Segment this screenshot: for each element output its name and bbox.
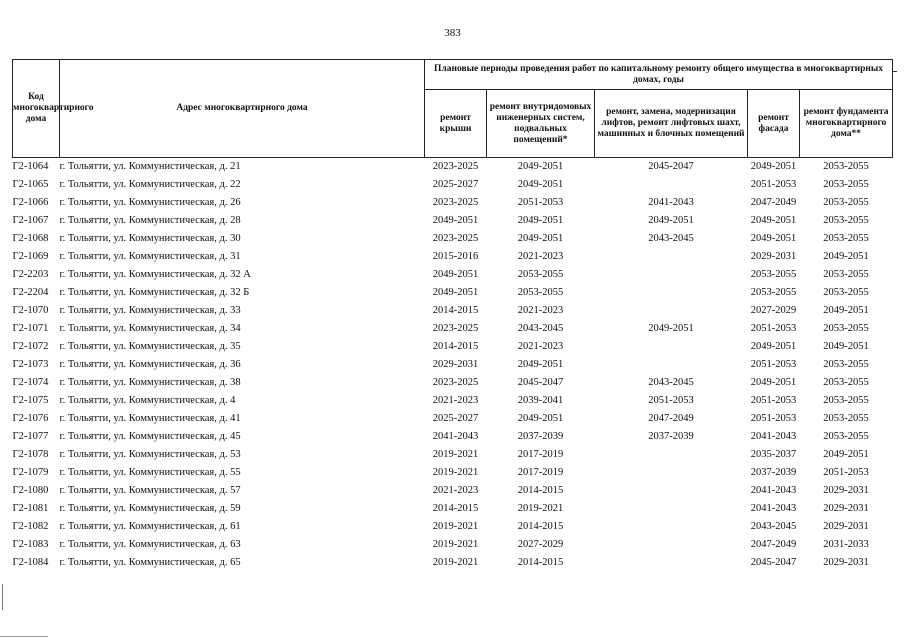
cell-address: г. Тольятти, ул. Коммунистическая, д. 61	[59, 521, 241, 532]
cell-roof: 2023-2025	[432, 323, 479, 334]
table-row	[13, 302, 893, 320]
cell-address: г. Тольятти, ул. Коммунистическая, д. 31	[59, 251, 241, 262]
cell-facade: 2029-2031	[750, 251, 797, 262]
table-row	[13, 176, 893, 194]
cell-elevators	[595, 284, 748, 302]
cell-elevators	[595, 266, 748, 284]
cell-code: Г2-1066	[12, 197, 49, 208]
cell-code: Г2-1067	[12, 215, 49, 226]
cell-roof: 2019-2021	[432, 467, 479, 478]
table-row	[13, 428, 893, 446]
cell-elevators: 2043-2045	[648, 377, 694, 388]
table-row	[13, 320, 893, 338]
table-row	[13, 464, 893, 482]
table-row	[13, 356, 893, 374]
table-row	[13, 446, 893, 464]
cell-utilities: 2014-2015	[517, 557, 564, 568]
cell-utilities: 2051-2053	[517, 197, 564, 208]
cell-foundation: 2053-2055	[823, 269, 869, 280]
cell-code: Г2-1078	[12, 449, 49, 460]
cell-foundation: 2053-2055	[823, 197, 869, 208]
cell-facade: 2051-2053	[750, 359, 797, 370]
cell-address: г. Тольятти, ул. Коммунистическая, д. 45	[59, 431, 241, 442]
cell-elevators	[595, 248, 748, 266]
cell-elevators	[595, 302, 748, 320]
cell-foundation: 2029-2031	[823, 503, 869, 514]
cell-code: Г2-2204	[12, 287, 49, 298]
cell-utilities: 2043-2045	[517, 323, 564, 334]
cell-elevators: 2051-2053	[648, 395, 694, 406]
cell-utilities: 2021-2023	[517, 251, 564, 262]
cell-roof: 2021-2023	[432, 395, 479, 406]
cell-foundation: 2053-2055	[823, 413, 869, 424]
cell-elevators: 2043-2045	[648, 233, 694, 244]
cell-roof: 2014-2015	[432, 503, 479, 514]
cell-elevators	[595, 500, 748, 518]
cell-facade: 2051-2053	[750, 323, 797, 334]
cell-facade: 2043-2045	[750, 521, 797, 532]
cell-code: Г2-2203	[12, 269, 49, 280]
cell-address: г. Тольятти, ул. Коммунистическая, д. 21	[59, 161, 241, 172]
cell-code: Г2-1065	[12, 179, 49, 190]
cell-facade: 2049-2051	[750, 161, 797, 172]
table-row	[13, 392, 893, 410]
cell-utilities: 2027-2029	[517, 539, 564, 550]
table-row	[13, 338, 893, 356]
cell-code: Г2-1081	[12, 503, 49, 514]
cell-elevators	[595, 446, 748, 464]
cell-code: Г2-1074	[12, 377, 49, 388]
cell-address: г. Тольятти, ул. Коммунистическая, д. 22	[59, 179, 241, 190]
cell-roof: 2049-2051	[432, 269, 479, 280]
table-row	[13, 536, 893, 554]
cell-foundation: 2053-2055	[823, 179, 869, 190]
cell-code: Г2-1068	[12, 233, 49, 244]
cell-foundation: 2053-2055	[823, 233, 869, 244]
cell-foundation: 2049-2051	[823, 305, 869, 316]
cell-address: г. Тольятти, ул. Коммунистическая, д. 32 Б	[59, 287, 250, 298]
cell-roof: 2023-2025	[432, 233, 479, 244]
cell-facade: 2053-2055	[750, 287, 797, 298]
cell-foundation: 2051-2053	[823, 467, 869, 478]
table-row	[13, 518, 893, 536]
cell-utilities: 2037-2039	[517, 431, 564, 442]
cell-utilities: 2049-2051	[517, 233, 564, 244]
cell-foundation: 2053-2055	[823, 359, 869, 370]
cell-address: г. Тольятти, ул. Коммунистическая, д. 63	[59, 539, 241, 550]
capital-repair-table	[12, 59, 893, 572]
table-row	[13, 212, 893, 230]
cell-utilities: 2049-2051	[517, 359, 564, 370]
cell-utilities: 2021-2023	[517, 305, 564, 316]
cell-address: г. Тольятти, ул. Коммунистическая, д. 28	[59, 215, 241, 226]
cell-elevators: 2045-2047	[648, 161, 694, 172]
cell-facade: 2047-2049	[750, 197, 797, 208]
cell-facade: 2041-2043	[750, 503, 797, 514]
cell-address: г. Тольятти, ул. Коммунистическая, д. 55	[59, 467, 241, 478]
header-utilities: ремонт внутридомовых инженерных систем, подвальных помещений*	[487, 90, 595, 158]
cell-foundation: 2053-2055	[823, 323, 869, 334]
cell-foundation: 2053-2055	[823, 377, 869, 388]
cell-utilities: 2014-2015	[517, 485, 564, 496]
cell-elevators	[595, 482, 748, 500]
cell-elevators: 2049-2051	[648, 215, 694, 226]
cell-code: Г2-1071	[12, 323, 49, 334]
cell-facade: 2051-2053	[750, 413, 797, 424]
cell-roof: 2019-2021	[432, 449, 479, 460]
cell-foundation: 2053-2055	[823, 161, 869, 172]
cell-elevators	[595, 464, 748, 482]
cell-roof: 2025-2027	[432, 413, 479, 424]
cell-facade: 2035-2037	[750, 449, 797, 460]
cell-foundation: 2053-2055	[823, 395, 869, 406]
cell-roof: 2023-2025	[432, 161, 479, 172]
cell-utilities: 2049-2051	[517, 215, 564, 226]
cell-address: г. Тольятти, ул. Коммунистическая, д. 35	[59, 341, 241, 352]
cell-utilities: 2039-2041	[517, 395, 564, 406]
cell-elevators	[595, 338, 748, 356]
cell-facade: 2037-2039	[750, 467, 797, 478]
cell-roof: 2014-2015	[432, 305, 479, 316]
cell-code: Г2-1076	[12, 413, 49, 424]
cell-address: г. Тольятти, ул. Коммунистическая, д. 32 А	[59, 269, 251, 280]
cell-facade: 2041-2043	[750, 485, 797, 496]
cell-roof: 2019-2021	[432, 539, 479, 550]
cell-roof: 2049-2051	[432, 287, 479, 298]
cell-elevators: 2049-2051	[648, 323, 694, 334]
right-margin-mark	[893, 71, 897, 72]
table-header	[13, 60, 893, 158]
table-row	[13, 500, 893, 518]
cell-address: г. Тольятти, ул. Коммунистическая, д. 34	[59, 323, 241, 334]
cell-address: г. Тольятти, ул. Коммунистическая, д. 65	[59, 557, 241, 568]
cell-address: г. Тольятти, ул. Коммунистическая, д. 53	[59, 449, 241, 460]
cell-address: г. Тольятти, ул. Коммунистическая, д. 4	[59, 395, 236, 406]
table-row	[13, 410, 893, 428]
cell-utilities: 2017-2019	[517, 449, 564, 460]
cell-elevators: 2047-2049	[648, 413, 694, 424]
table-row	[13, 230, 893, 248]
cell-code: Г2-1075	[12, 395, 49, 406]
cell-utilities: 2014-2015	[517, 521, 564, 532]
table-row	[13, 158, 893, 177]
cell-facade: 2047-2049	[750, 539, 797, 550]
cell-utilities: 2049-2051	[517, 161, 564, 172]
cell-address: г. Тольятти, ул. Коммунистическая, д. 36	[59, 359, 241, 370]
cell-roof: 2029-2031	[432, 359, 479, 370]
cell-foundation: 2029-2031	[823, 485, 869, 496]
cell-code: Г2-1079	[12, 467, 49, 478]
cell-roof: 2023-2025	[432, 197, 479, 208]
cell-roof: 2019-2021	[432, 557, 479, 568]
cell-elevators: 2037-2039	[648, 431, 694, 442]
cell-foundation: 2049-2051	[823, 449, 869, 460]
header-foundation: ремонт фундамента многоквартирного дома**	[800, 90, 893, 158]
cell-utilities: 2017-2019	[517, 467, 564, 478]
cell-utilities: 2053-2055	[517, 287, 564, 298]
header-facade: ремонт фасада	[748, 90, 800, 158]
table-row	[13, 284, 893, 302]
left-margin-mark	[2, 584, 3, 610]
cell-roof: 2049-2051	[432, 215, 479, 226]
cell-elevators	[595, 176, 748, 194]
cell-roof: 2041-2043	[432, 431, 479, 442]
cell-foundation: 2049-2051	[823, 251, 869, 262]
cell-facade: 2051-2053	[750, 395, 797, 406]
cell-code: Г2-1083	[12, 539, 49, 550]
cell-facade: 2049-2051	[750, 377, 797, 388]
cell-code: Г2-1084	[12, 557, 49, 568]
cell-code: Г2-1069	[12, 251, 49, 262]
cell-utilities: 2049-2051	[517, 413, 564, 424]
cell-code: Г2-1080	[12, 485, 49, 496]
header-code: Код многоквартирного дома	[13, 60, 60, 158]
cell-facade: 2027-2029	[750, 305, 797, 316]
cell-utilities: 2019-2021	[517, 503, 564, 514]
cell-foundation: 2031-2033	[823, 539, 869, 550]
cell-elevators: 2041-2043	[648, 197, 694, 208]
cell-roof: 2023-2025	[432, 377, 479, 388]
table-row	[13, 194, 893, 212]
cell-elevators	[595, 554, 748, 572]
cell-address: г. Тольятти, ул. Коммунистическая, д. 57	[59, 485, 241, 496]
page-number: 383	[444, 27, 461, 39]
cell-address: г. Тольятти, ул. Коммунистическая, д. 59	[59, 503, 241, 514]
cell-address: г. Тольятти, ул. Коммунистическая, д. 26	[59, 197, 241, 208]
cell-foundation: 2053-2055	[823, 215, 869, 226]
cell-facade: 2053-2055	[750, 269, 797, 280]
cell-elevators	[595, 536, 748, 554]
cell-roof: 2015-2016	[432, 251, 479, 262]
cell-facade: 2049-2051	[750, 341, 797, 352]
cell-foundation: 2029-2031	[823, 557, 869, 568]
cell-roof: 2019-2021	[432, 521, 479, 532]
cell-code: Г2-1073	[12, 359, 49, 370]
cell-utilities: 2045-2047	[517, 377, 564, 388]
cell-utilities: 2053-2055	[517, 269, 564, 280]
cell-code: Г2-1077	[12, 431, 49, 442]
cell-facade: 2051-2053	[750, 179, 797, 190]
cell-facade: 2041-2043	[750, 431, 797, 442]
header-address: Адрес многоквартирного дома	[60, 60, 425, 158]
cell-address: г. Тольятти, ул. Коммунистическая, д. 38	[59, 377, 241, 388]
header-elevators: ремонт, замена, модернизация лифтов, ремонт лифтовых шахт, машинных и блочных помещений	[595, 90, 748, 158]
cell-code: Г2-1072	[12, 341, 49, 352]
cell-address: г. Тольятти, ул. Коммунистическая, д. 30	[59, 233, 241, 244]
cell-roof: 2014-2015	[432, 341, 479, 352]
cell-foundation: 2053-2055	[823, 431, 869, 442]
cell-foundation: 2049-2051	[823, 341, 869, 352]
table-row	[13, 554, 893, 572]
cell-elevators	[595, 518, 748, 536]
header-plan-periods: Плановые периоды проведения работ по капитальному ремонту общего имущества в многоквартирных домах, годы	[425, 60, 893, 90]
cell-address: г. Тольятти, ул. Коммунистическая, д. 41	[59, 413, 241, 424]
table-row	[13, 374, 893, 392]
cell-code: Г2-1070	[12, 305, 49, 316]
cell-code: Г2-1082	[12, 521, 49, 532]
cell-utilities: 2021-2023	[517, 341, 564, 352]
cell-facade: 2045-2047	[750, 557, 797, 568]
cell-address: г. Тольятти, ул. Коммунистическая, д. 33	[59, 305, 241, 316]
table-body	[13, 158, 893, 573]
cell-roof: 2025-2027	[432, 179, 479, 190]
table-row	[13, 266, 893, 284]
header-roof: ремонт крыши	[425, 90, 487, 158]
cell-facade: 2049-2051	[750, 233, 797, 244]
cell-roof: 2021-2023	[432, 485, 479, 496]
cell-code: Г2-1064	[12, 161, 49, 172]
cell-elevators	[595, 356, 748, 374]
bottom-margin-line	[0, 636, 48, 637]
cell-facade: 2049-2051	[750, 215, 797, 226]
cell-foundation: 2029-2031	[823, 521, 869, 532]
table-row	[13, 248, 893, 266]
cell-utilities: 2049-2051	[517, 179, 564, 190]
table-row	[13, 482, 893, 500]
cell-foundation: 2053-2055	[823, 287, 869, 298]
